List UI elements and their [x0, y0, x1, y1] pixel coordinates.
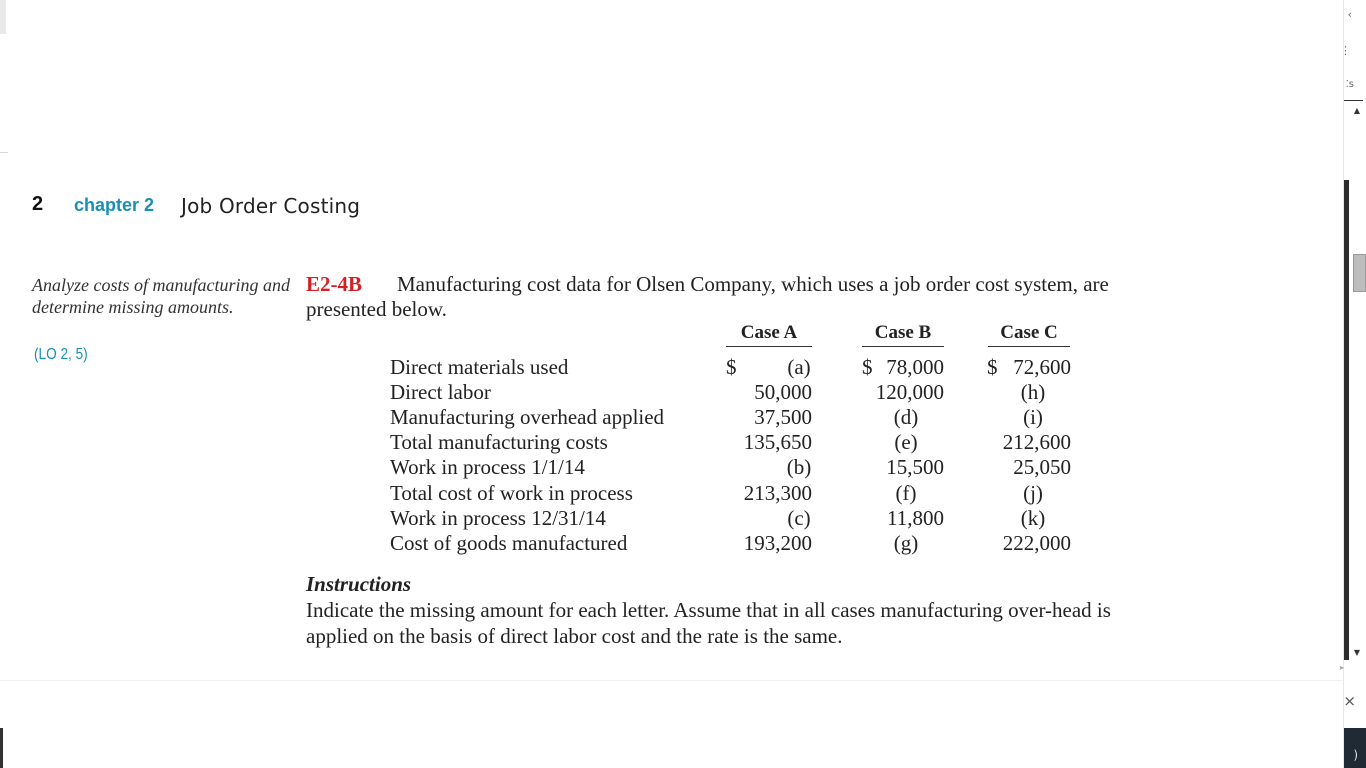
table-cell-case-a: (b): [786, 455, 812, 479]
table-cell-case-c: 212,600: [1002, 430, 1071, 454]
col-header-case-b: Case B: [862, 322, 944, 347]
table-cell-case-b: (f): [895, 481, 917, 505]
table-cell-case-c: (i): [1023, 405, 1043, 429]
scroll-up-icon[interactable]: ▲: [1353, 106, 1360, 115]
row-label: Total cost of work in process: [390, 481, 633, 505]
table-cell-case-c: 72,600: [1013, 355, 1071, 379]
side-panel-divider: [1344, 100, 1363, 101]
row-label: Direct materials used: [390, 355, 569, 379]
table-cell-case-b: 78,000: [886, 355, 944, 379]
scroll-down-icon[interactable]: ▼: [1353, 648, 1360, 657]
table-cell-case-a: (a): [787, 355, 811, 379]
table-cell-case-c: (j): [1023, 481, 1043, 505]
row-label: Work in process 12/31/14: [390, 506, 606, 530]
scrollbar-thumb[interactable]: [1353, 254, 1366, 292]
instructions-text: Indicate the missing amount for each letter. Assume that in all cases manufacturing over-head is applied on the basis of direct labor cost and the rate is the same.: [306, 598, 1111, 648]
table-cell-case-c: (h): [1020, 380, 1046, 404]
table-cell-case-b: (g): [893, 531, 919, 555]
table-cell-case-b: 15,500: [886, 455, 944, 479]
col-header-case-c: Case C: [988, 322, 1070, 347]
margin-note: Analyze costs of manufacturing and determine missing amounts.: [32, 275, 290, 317]
page-number: 2: [32, 193, 44, 215]
close-icon[interactable]: ×: [1343, 692, 1356, 710]
table-cell-case-a: 193,200: [743, 531, 812, 555]
exercise-intro: Manufacturing cost data for Olsen Company, which uses a job order cost system, are presented below.: [306, 272, 1109, 321]
scrollbar-track[interactable]: [1344, 180, 1349, 660]
chapter-label: chapter 2: [74, 195, 155, 215]
exercise-id: E2-4B: [306, 272, 363, 296]
table-cell-case-b: 120,000: [875, 380, 944, 404]
page-bottom-edge: [0, 680, 1344, 681]
col-header-case-a: Case A: [726, 322, 812, 347]
row-label: Direct labor: [390, 380, 491, 404]
collapse-chevron-icon[interactable]: ‹: [1347, 8, 1352, 21]
instructions-heading: Instructions: [306, 572, 412, 596]
currency-symbol-b: $: [862, 355, 873, 379]
more-options-icon[interactable]: ⋮: [1340, 44, 1351, 57]
row-label: Total manufacturing costs: [390, 430, 608, 454]
table-cell-case-a: 50,000: [754, 380, 812, 404]
table-cell-case-b: (d): [893, 405, 919, 429]
row-label: Work in process 1/1/14: [390, 455, 585, 479]
taskbar-glyph: ): [1353, 748, 1358, 762]
row-label: Manufacturing overhead applied: [390, 405, 665, 429]
table-cell-case-a: (c): [787, 506, 811, 530]
taskbar-edge: [0, 728, 3, 768]
currency-symbol-c: $: [987, 355, 998, 379]
chapter-title: Job Order Costing: [181, 194, 361, 218]
scroll-right-icon[interactable]: ▸: [1339, 663, 1344, 672]
page-edge-line: [0, 152, 8, 153]
table-cell-case-c: 222,000: [1002, 531, 1071, 555]
table-cell-case-c: (k): [1020, 506, 1046, 530]
table-cell-case-c: 25,050: [1013, 455, 1071, 479]
table-cell-case-b: (e): [894, 430, 918, 454]
currency-symbol-a: $: [726, 355, 737, 379]
top-left-edge: [0, 0, 6, 34]
learning-objective-ref: (LO 2, 5): [34, 346, 88, 363]
table-cell-case-a: 135,650: [743, 430, 812, 454]
table-cell-case-b: 11,800: [887, 506, 944, 530]
table-cell-case-a: 37,500: [754, 405, 812, 429]
row-label: Cost of goods manufactured: [390, 531, 628, 555]
table-cell-case-a: 213,300: [743, 481, 812, 505]
side-panel-label: ⁚s: [1345, 79, 1354, 90]
